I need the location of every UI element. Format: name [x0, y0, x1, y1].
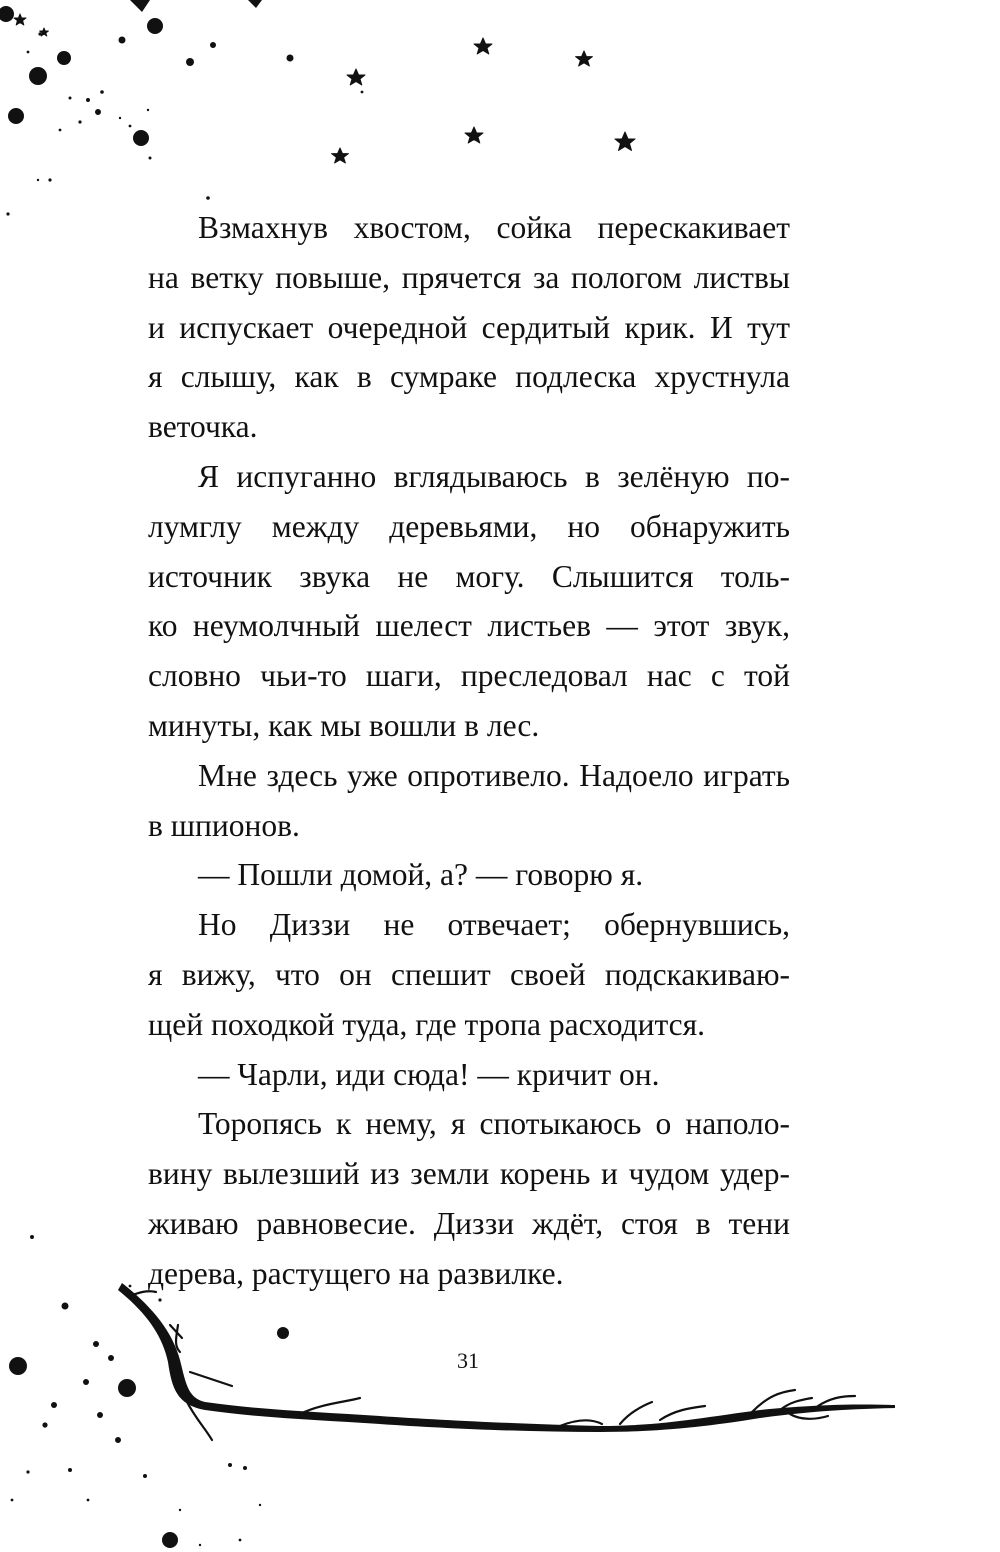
text-line: дерева, растущего на развилке. [148, 1255, 564, 1291]
body-text [148, 203, 790, 1299]
text-line: Мне здесь уже опротивело. Надоело играть [198, 757, 790, 793]
text-line: словно чьи-то шаги, преследовал нас с той [148, 658, 790, 694]
text-line: источник звука не могу. Слышится толь- [148, 558, 790, 594]
tree-branch-decoration [0, 1210, 1000, 1552]
page-number: 31 [457, 1348, 479, 1373]
text-line: минуты, как мы вошли в лес. [148, 707, 540, 743]
text-line: Взмахнув хвостом, сойка перескакивает [198, 210, 790, 245]
text-line: Торопясь к нему, я спотыкаюсь о наполо- [198, 1106, 790, 1142]
text-line: лумглу между деревьями, но обнаружить [148, 508, 790, 544]
text-line: я слышу, как в сумраке подлеска хрустнула [148, 359, 790, 395]
text-line: — Чарли, иди сюда! — кричит он. [198, 1056, 660, 1092]
text-line: живаю равновесие. Диззи ждёт, стоя в тени [148, 1205, 790, 1241]
text-line: Я испуганно вглядываюсь в зелёную по- [198, 458, 790, 494]
star-cluster-decoration [0, 0, 700, 230]
text-line: — Пошли домой, а? — говорю я. [198, 857, 644, 893]
text-line: и испускает очередной сердитый крик. И тут [148, 309, 790, 345]
text-line: веточка. [148, 409, 258, 445]
text-line: ко неумолчный шелест листьев — этот звук, [148, 608, 790, 644]
text-line: я вижу, что он спешит своей подскакиваю- [148, 956, 790, 992]
text-line: Но Диззи не отвечает; обернувшись, [198, 907, 790, 943]
text-line: в шпионов. [148, 807, 300, 843]
text-line: на ветку повыше, прячется за пологом листвы [148, 259, 790, 295]
text-line: щей походкой туда, где тропа расходится. [148, 1006, 705, 1042]
text-line: вину вылезший из земли корень и чудом удер- [148, 1156, 790, 1192]
